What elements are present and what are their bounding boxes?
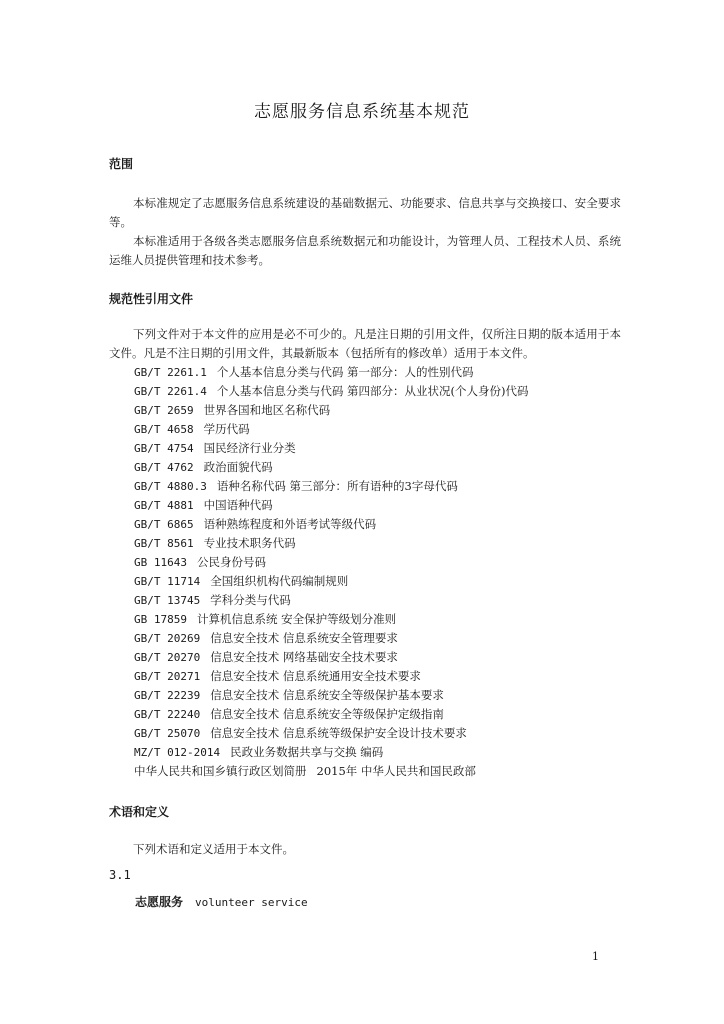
reference-code: GB/T 8561 bbox=[134, 537, 194, 550]
terms-heading: 术语和定义 bbox=[109, 805, 170, 819]
reference-code: GB/T 4880.3 bbox=[134, 480, 207, 493]
page-number: 1 bbox=[592, 950, 599, 963]
reference-code: GB/T 25070 bbox=[134, 727, 201, 740]
reference-title: 个人基本信息分类与代码 第四部分：从业状况(个人身份)代码 bbox=[216, 384, 529, 398]
scope-paragraph-1: 本标准规定了志愿服务信息系统建设的基础数据元、功能要求、信息共享与交换接口、安全要求等。 bbox=[109, 196, 621, 229]
reference-list bbox=[134, 363, 529, 781]
reference-item bbox=[134, 363, 529, 382]
reference-title: 2015年 中华人民共和国民政部 bbox=[316, 764, 476, 778]
reference-title: 政治面貌代码 bbox=[203, 460, 273, 474]
reference-title: 个人基本信息分类与代码 第一部分：人的性别代码 bbox=[216, 365, 474, 379]
reference-code: GB/T 22240 bbox=[134, 708, 201, 721]
reference-code: GB 17859 bbox=[134, 613, 187, 626]
reference-code: MZ/T 012-2014 bbox=[134, 746, 221, 759]
reference-title: 语种熟练程度和外语考试等级代码 bbox=[203, 517, 377, 531]
term-chinese: 志愿服务 bbox=[135, 895, 184, 909]
reference-title: 计算机信息系统 安全保护等级划分准则 bbox=[196, 612, 397, 626]
reference-title: 全国组织机构代码编制规则 bbox=[210, 574, 349, 588]
reference-item bbox=[134, 458, 529, 477]
reference-item bbox=[134, 439, 529, 458]
reference-item bbox=[134, 572, 529, 591]
reference-item bbox=[134, 724, 529, 743]
reference-title: 信息安全技术 信息系统等级保护安全设计技术要求 bbox=[210, 726, 467, 740]
reference-code: GB/T 4881 bbox=[134, 499, 194, 512]
reference-item bbox=[134, 553, 529, 572]
reference-title: 信息安全技术 网络基础安全技术要求 bbox=[210, 650, 398, 664]
reference-code: GB/T 4754 bbox=[134, 442, 194, 455]
reference-code: GB/T 11714 bbox=[134, 575, 201, 588]
reference-title: 国民经济行业分类 bbox=[203, 441, 296, 455]
reference-item bbox=[134, 629, 529, 648]
reference-title: 中国语种代码 bbox=[203, 498, 273, 512]
reference-code: GB 11643 bbox=[134, 556, 187, 569]
reference-item bbox=[134, 648, 529, 667]
reference-item bbox=[134, 382, 529, 401]
term-english: volunteer service bbox=[195, 896, 308, 909]
reference-item bbox=[134, 705, 529, 724]
reference-title: 民政业务数据共享与交换 编码 bbox=[230, 745, 384, 759]
reference-code: GB/T 13745 bbox=[134, 594, 201, 607]
reference-code: GB/T 20269 bbox=[134, 632, 201, 645]
normative-references-intro: 下列文件对于本文件的应用是必不可少的。凡是注日期的引用文件，仅所注日期的版本适用于本文件。凡是不注日期的引用文件，其最新版本（包括所有的修改单）适用于本文件。 bbox=[109, 327, 621, 360]
scope-heading: 范围 bbox=[109, 157, 134, 171]
reference-item bbox=[134, 686, 529, 705]
reference-title: 信息安全技术 信息系统安全管理要求 bbox=[210, 631, 398, 645]
reference-code: GB/T 2659 bbox=[134, 404, 194, 417]
reference-title: 语种名称代码 第三部分：所有语种的3字母代码 bbox=[216, 479, 458, 493]
reference-item bbox=[134, 477, 529, 496]
reference-item bbox=[134, 496, 529, 515]
reference-code: GB/T 2261.1 bbox=[134, 366, 207, 379]
reference-item bbox=[134, 515, 529, 534]
reference-item bbox=[134, 534, 529, 553]
reference-code: 中华人民共和国乡镇行政区划简册 bbox=[134, 764, 307, 778]
reference-title: 信息安全技术 信息系统通用安全技术要求 bbox=[210, 669, 421, 683]
reference-item bbox=[134, 743, 529, 762]
reference-code: GB/T 22239 bbox=[134, 689, 201, 702]
reference-title: 公民身份号码 bbox=[196, 555, 266, 569]
scope-paragraph-2: 本标准适用于各级各类志愿服务信息系统数据元和功能设计，为管理人员、工程技术人员、系统运维人员提供管理和技术参考。 bbox=[109, 234, 621, 267]
document-title: 志愿服务信息系统基本规范 bbox=[254, 102, 470, 122]
reference-item bbox=[134, 610, 529, 629]
reference-code: GB/T 20271 bbox=[134, 670, 201, 683]
reference-item bbox=[134, 667, 529, 686]
reference-item bbox=[134, 591, 529, 610]
terms-intro: 下列术语和定义适用于本文件。 bbox=[133, 842, 294, 856]
normative-references-heading: 规范性引用文件 bbox=[109, 292, 194, 306]
reference-item bbox=[134, 420, 529, 439]
reference-title: 学历代码 bbox=[203, 422, 250, 436]
reference-title: 专业技术职务代码 bbox=[203, 536, 296, 550]
reference-item bbox=[134, 762, 529, 781]
term-entry bbox=[135, 893, 308, 910]
reference-item bbox=[134, 401, 529, 420]
reference-title: 信息安全技术 信息系统安全等级保护基本要求 bbox=[210, 688, 444, 702]
reference-code: GB/T 4658 bbox=[134, 423, 194, 436]
reference-code: GB/T 20270 bbox=[134, 651, 201, 664]
term-number: 3.1 bbox=[109, 868, 131, 882]
reference-code: GB/T 2261.4 bbox=[134, 385, 207, 398]
reference-title: 信息安全技术 信息系统安全等级保护定级指南 bbox=[210, 707, 444, 721]
reference-title: 世界各国和地区名称代码 bbox=[203, 403, 331, 417]
reference-code: GB/T 4762 bbox=[134, 461, 194, 474]
reference-title: 学科分类与代码 bbox=[210, 593, 291, 607]
reference-code: GB/T 6865 bbox=[134, 518, 194, 531]
